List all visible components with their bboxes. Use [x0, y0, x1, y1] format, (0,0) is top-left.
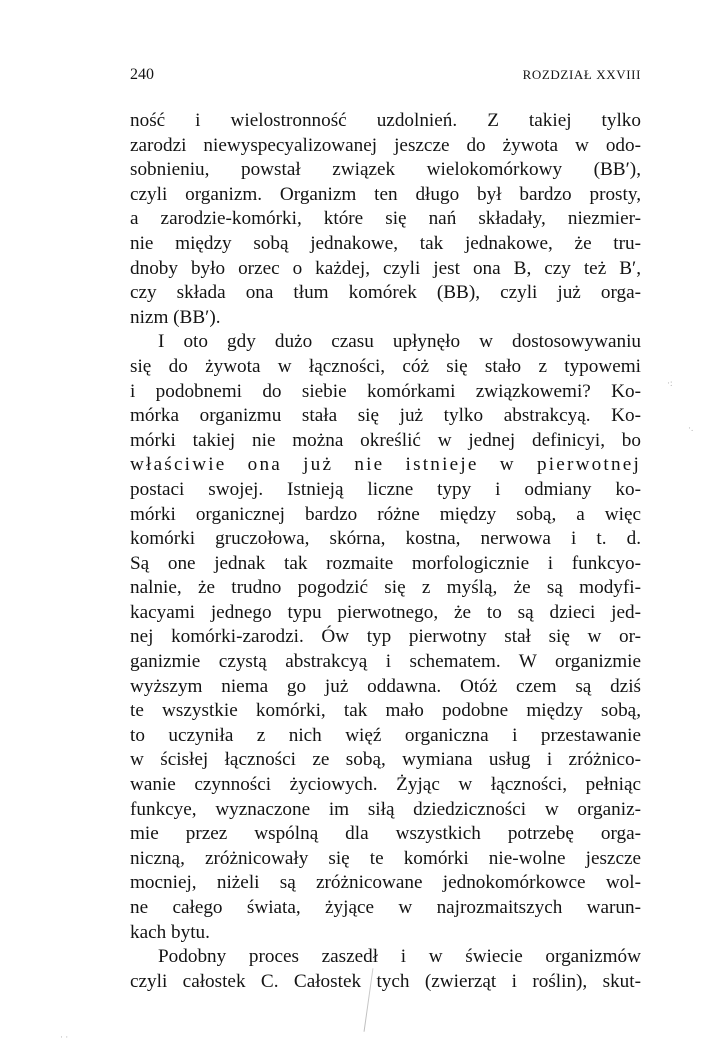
text-line: mie przez wspólną dla wszystkich potrzebę orga-: [130, 823, 641, 845]
text-line: Są one jednak tak rozmaite morfologicznie i funkcyo-: [130, 552, 641, 574]
text-line: sobnieniu, powstał związek wielokomórkowy (BB′),: [130, 159, 641, 181]
text-line: i podobnemi do siebie komórkami związkowemi? Ko-: [130, 380, 641, 402]
text-line: to uczyniła z nich więź organiczna i przestawanie: [130, 724, 641, 746]
text-line: kacyami jednego typu pierwotnego, że to są dzieci jed-: [130, 601, 641, 623]
text-line: w ścisłej łączności ze sobą, wymiana usług i zróżnico-: [130, 749, 641, 771]
text-line: te wszystkie komórki, tak mało podobne między sobą,: [130, 700, 641, 722]
text-line: wanie czynności życiowych. Żyjąc w łączności, pełniąc: [130, 774, 641, 796]
scan-speck: ·.: [688, 423, 694, 433]
text-line: nalnie, że trudno pogodzić się z myślą, że są modyfi-: [130, 577, 641, 599]
text-line: dnoby było orzec o każdej, czyli jest ona B, czy też B′,: [130, 257, 641, 279]
running-head: ROZDZIAŁ XXVIII: [522, 67, 641, 82]
text-line: niczną, zróżnicowały się te komórki nie-wolne jeszcze: [130, 847, 641, 869]
text-line: zarodzi niewyspecyalizowanej jeszcze do żywota w odo-: [130, 134, 641, 156]
text-line: wyższym niema go już oddawna. Otóż czem są dziś: [130, 675, 641, 697]
text-line: czyli organizm. Organizm ten długo był bardzo prosty,: [130, 183, 641, 205]
text-line: nizm (BB′).: [130, 306, 221, 328]
text-line: postaci swojej. Istnieją liczne typy i odmiany ko-: [130, 478, 641, 500]
text-line: mocniej, niżeli są zróżnicowane jednokomórkowce wol-: [130, 872, 641, 894]
text-line: kach bytu.: [130, 921, 210, 943]
text-line: a zarodzie-komórki, które się nań składały, niezmier-: [130, 208, 641, 230]
page-header: [130, 62, 641, 86]
text-line: funkcye, wyznaczone im siłą dziedziczności w organiz-: [130, 798, 641, 820]
text-line: komórki gruczołowa, skórna, kostna, nerwowa i t. d.: [130, 528, 641, 550]
text-line: ność i wielostronność uzdolnień. Z takiej tylko: [130, 110, 641, 131]
text-line: Podobny proces zaszedł i w świecie organizmów: [158, 946, 641, 968]
text-line: mórka organizmu stała się już tylko abstrakcyą. Ko-: [130, 405, 641, 427]
text-line: czy składa ona tłum komórek (BB), czyli już orga-: [130, 282, 641, 304]
page-number: 240: [130, 66, 154, 83]
text-line: I oto gdy dużo czasu upłynęło w dostosowywaniu: [158, 331, 641, 353]
scan-speck: · ·: [60, 1032, 69, 1042]
body-text: [130, 109, 641, 994]
scan-speck: ·:: [667, 378, 673, 388]
text-line: mórki takiej nie można określić w jednej definicyi, bo: [130, 429, 641, 451]
text-line: czyli całostek C. Całostek tych (zwierząt i roślin), skut-: [130, 970, 641, 992]
text-line: właściwie ona już nie istnieje w pierwotnej: [130, 454, 641, 476]
text-line: ne całego świata, żyjące w najrozmaitszych warun-: [130, 897, 641, 918]
text-line: ganizmie czystą abstrakcyą i schematem. W organizmie: [130, 651, 641, 673]
text-line: nie między sobą jednakowe, tak jednakowe, że tru-: [130, 232, 641, 254]
text-line: się do żywota w łączności, cóż się stało z typowemi: [130, 355, 641, 377]
text-line: mórki organicznej bardzo różne między sobą, a więc: [130, 503, 641, 525]
text-line: nej komórki-zarodzi. Ów typ pierwotny stał się w or-: [130, 626, 641, 648]
